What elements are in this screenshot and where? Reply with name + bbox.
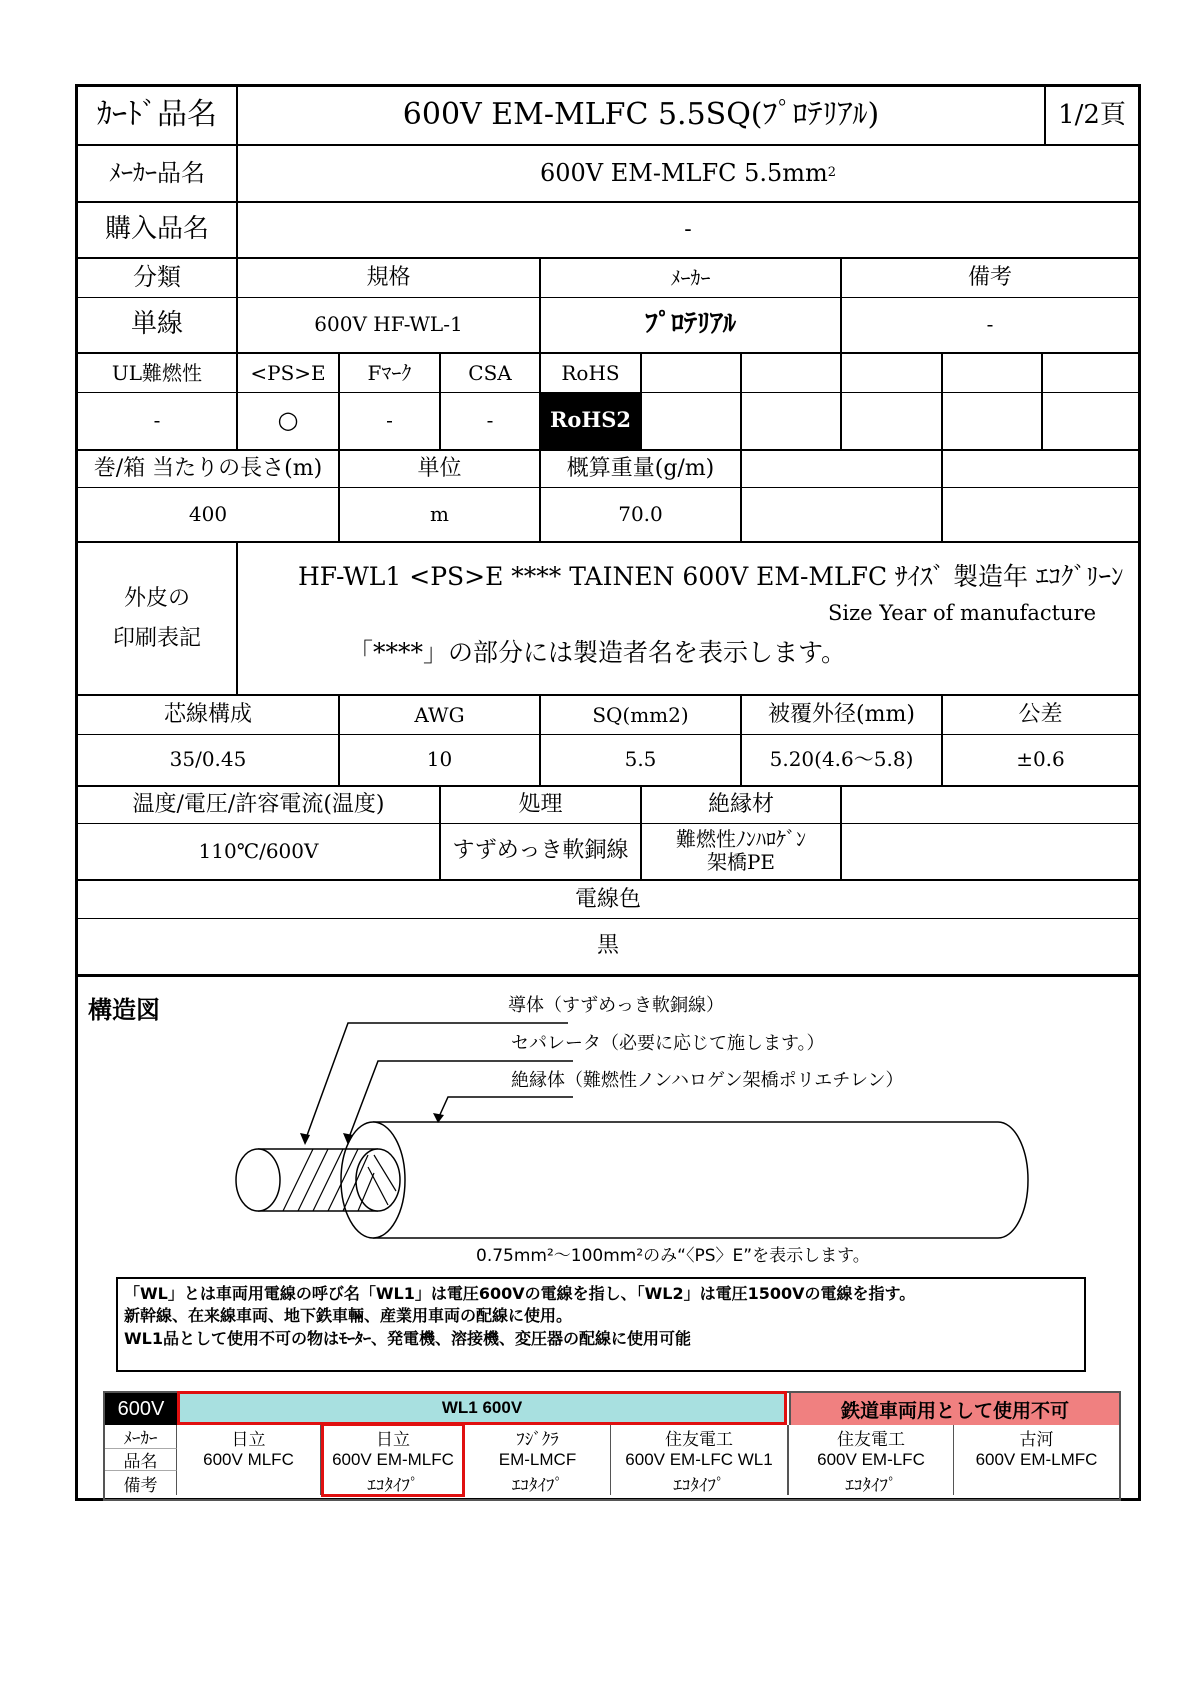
col5-maker: 住友電工 [789,1425,954,1449]
tolerance-header: 公差 [1018,702,1063,728]
strand-header: 芯線構成 [78,696,340,734]
col3-note: ｴｺﾀｲﾌﾟ [465,1471,611,1495]
od-value: 5.20(4.6～5.8) [742,734,943,785]
col6-note [954,1471,1119,1495]
row-label-note: 備考 [105,1471,177,1495]
purchase-name-row [78,203,1138,259]
length-value: 400 [78,487,340,541]
structure-title: 構造図 [88,995,160,1024]
certification-block [78,354,1138,451]
insulation-value [642,823,842,879]
card-name-row [78,87,1138,146]
wl-note-box [116,1277,1086,1372]
maker-name-sup: 2 [827,165,837,181]
print-label-2: 印刷表記 [112,625,201,651]
treatment-value: すずめっき軟銅線 [441,823,642,879]
rohs-badge: RoHS2 [541,392,642,449]
col1-name: 600V MLFC [177,1449,321,1471]
cert-csa-header: CSA [441,354,541,392]
color-block [78,881,1138,977]
class-value: 単線 [78,297,238,352]
print-line-1: HF-WL1 <PS>E **** TAINEN 600V EM-MLFC ｻｲｽﾞ 製造年 ｴｺｸﾞﾘｰﾝ [298,562,1124,591]
maker-name-label: ﾒｰｶｰ品名 [78,146,238,201]
color-header: 電線色 [574,886,641,912]
print-line-3: 「****」の部分には製造者名を表示します。 [348,638,847,667]
length-header: 巻/箱 当たりの長さ(m) [78,451,340,487]
col6-maker: 古河 [1019,1429,1054,1449]
col3-maker: ﾌｼﾞｸﾗ [465,1425,611,1449]
comparison-table [103,1391,1121,1501]
row-label-name: 品名 [105,1449,177,1471]
purchase-name-value: - [684,217,692,243]
cert-pse-value: ○ [238,392,340,449]
insulation-header: 絶縁材 [642,787,842,823]
color-value: 黒 [596,933,619,959]
temp-header: 温度/電圧/許容電流(温度) [78,787,441,823]
print-content [238,543,1138,694]
cert-ul-header: UL難燃性 [78,354,238,392]
card-name-value: 600V EM-MLFC 5.5SQ(ﾌﾟﾛﾃﾘｱﾙ) [238,87,1046,144]
insulation-value-1: 難燃性ﾉﾝﾊﾛｹﾞﾝ [676,827,806,851]
awg-value: 10 [340,734,541,785]
maker-header: ﾒｰｶｰ [541,259,842,297]
weight-value: 70.0 [541,487,742,541]
spec-header: 規格 [238,259,541,297]
unit-header: 単位 [340,451,541,487]
col4-note: ｴｺﾀｲﾌﾟ [611,1471,789,1495]
class-header: 分類 [78,259,238,297]
row-label-maker: ﾒｰｶｰ [105,1425,177,1449]
pse-note: 0.75mm²～100mm²のみ“〈PS〉E”を表示します。 [476,1246,870,1266]
sq-header: SQ(mm2) [541,696,742,734]
print-label-1: 外皮の [123,586,190,612]
page-number: 1/2頁 [1058,99,1126,130]
unit-value: m [340,487,541,541]
wl-note-line-2: 新幹線、在来線車両、地下鉄車輛、産業用車両の配線に使用。 [124,1306,573,1326]
awg-header: AWG [340,696,541,734]
cert-fmark-header: Fﾏｰｸ [340,354,441,392]
construction-block [78,696,1138,787]
product-card [75,84,1141,1501]
cert-fmark-value: - [340,392,441,449]
wl-note-line-1: 「WL」とは車両用電線の呼び名「WL1」は電圧600Vの電線を指し、「WL2」は電圧1500Vの電線を指す。 [124,1284,916,1303]
temp-value: 110℃/600V [78,823,441,879]
note-value: - [986,312,994,336]
col2-maker: 日立 [376,1429,410,1449]
col5-note: ｴｺﾀｲﾌﾟ [789,1471,954,1495]
col5-name: 600V EM-LFC [789,1449,954,1471]
maker-name-row [78,146,1138,203]
cert-ul-value: - [78,392,238,449]
callout-separator: セパレータ（必要に応じて施します。） [511,1033,825,1054]
card-name-label: ｶｰﾄﾞ品名 [78,87,238,144]
col2-name: 600V EM-MLFC [332,1450,454,1469]
col6-name: 600V EM-LMFC [975,1450,1098,1469]
print-marking-block [78,543,1138,696]
wl-note-line-3: WL1品として使用不可の物はﾓｰﾀｰ、発電機、溶接機、変圧器の配線に使用可能 [124,1328,691,1348]
col1-maker: 日立 [177,1425,321,1449]
maker-name-value [238,146,1138,201]
classification-block [78,259,1138,354]
print-label [78,543,238,694]
maker-value: ﾌﾟﾛﾃﾘｱﾙ [541,297,842,352]
col4-maker: 住友電工 [611,1425,789,1449]
col2-note: ｴｺﾀｲﾌﾟ [367,1475,419,1495]
col4-name: 600V EM-LFC WL1 [611,1449,789,1471]
voltage-badge: 600V [105,1393,177,1425]
sq-value: 5.5 [541,734,742,785]
length-block [78,451,1138,543]
strand-value: 35/0.45 [78,734,340,785]
callout-insulation: 絶縁体（難燃性ノンハロゲン架橋ポリエチレン） [511,1070,904,1091]
maker-name-text: 600V EM-MLFC 5.5mm [539,158,828,187]
purchase-name-label: 購入品名 [78,203,238,257]
insulation-value-2: 架橋PE [706,850,776,874]
col1-note [177,1471,321,1495]
col3-name: EM-LMCF [465,1449,611,1471]
tolerance-value: ±0.6 [1016,747,1065,771]
cert-pse-header: <PS>E [238,354,340,392]
od-header: 被覆外径(mm) [742,696,943,734]
wl1-ok-header: WL1 600V [177,1391,787,1425]
treatment-header: 処理 [441,787,642,823]
note-header: 備考 [967,265,1012,291]
callout-conductor: 導体（すずめっき軟銅線） [508,995,724,1016]
thermal-block [78,787,1138,881]
cert-rohs-header: RoHS [541,354,642,392]
print-line-2: Size Year of manufacture [828,601,1097,625]
weight-header: 概算重量(g/m) [541,451,742,487]
cert-csa-value: - [441,392,541,449]
not-railway-header: 鉄道車両用として使用不可 [789,1393,1119,1425]
spec-value: 600V HF-WL-1 [238,297,541,352]
